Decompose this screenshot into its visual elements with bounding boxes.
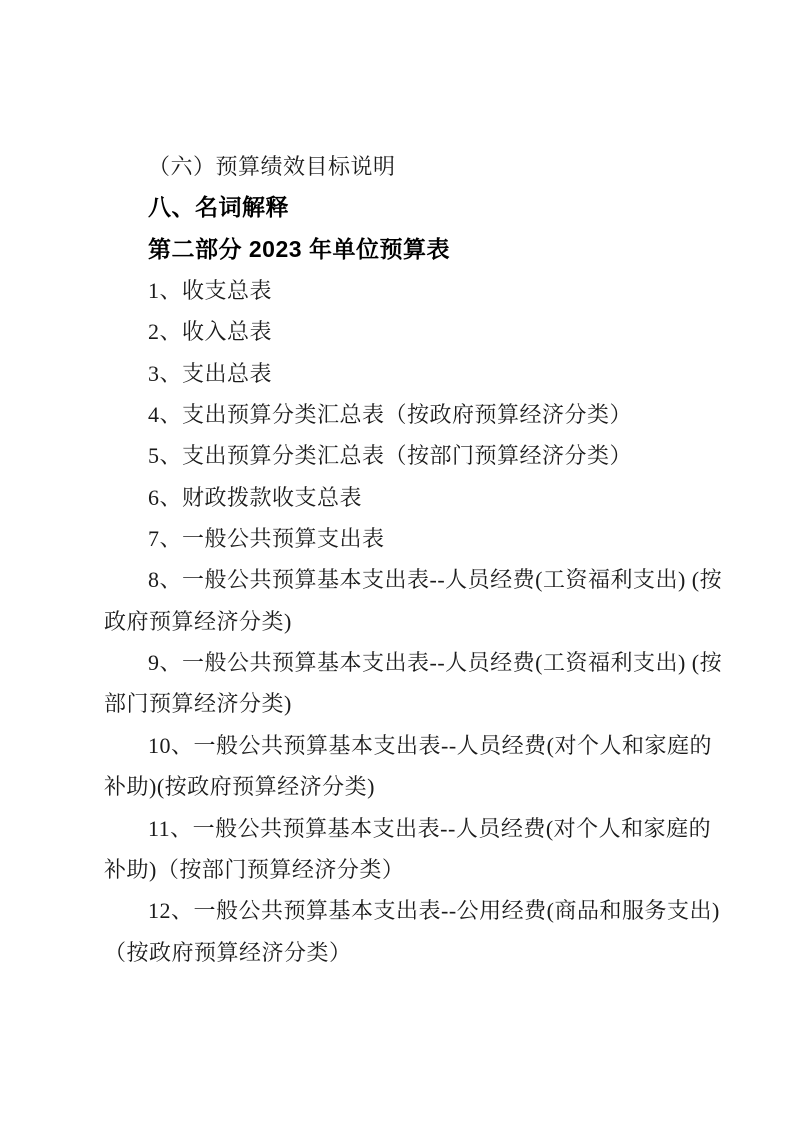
budget-table-item-12: 12、一般公共预算基本支出表--公用经费(商品和服务支出) — [148, 898, 720, 924]
budget-table-item-9-continuation: 部门预算经济分类) — [104, 691, 292, 717]
budget-table-item-10-continuation: 补助)(按政府预算经济分类) — [104, 774, 375, 800]
budget-table-item-10: 10、一般公共预算基本支出表--人员经费(对个人和家庭的 — [148, 732, 712, 758]
document-content — [104, 146, 723, 973]
budget-table-item-4: 4、支出预算分类汇总表（按政府预算经济分类） — [148, 402, 633, 428]
budget-table-item-6: 6、财政拨款收支总表 — [148, 484, 363, 510]
budget-table-item-8-continuation: 政府预算经济分类) — [104, 608, 292, 634]
budget-table-item-1: 1、收支总表 — [148, 278, 273, 304]
toc-line-performance-goals: （六）预算绩效目标说明 — [148, 154, 396, 179]
heading-glossary: 八、名词解释 — [148, 194, 289, 221]
heading-part2-budget-tables: 第二部分 2023 年单位预算表 — [148, 235, 450, 262]
budget-table-item-3: 3、支出总表 — [148, 360, 273, 386]
budget-table-item-7: 7、一般公共预算支出表 — [148, 526, 385, 552]
budget-table-item-11: 11、一般公共预算基本支出表--人员经费(对个人和家庭的 — [148, 815, 712, 841]
budget-table-item-8: 8、一般公共预算基本支出表--人员经费(工资福利支出) (按 — [148, 567, 723, 593]
budget-table-item-2: 2、收入总表 — [148, 319, 273, 345]
budget-table-item-9: 9、一般公共预算基本支出表--人员经费(工资福利支出) (按 — [148, 650, 723, 676]
budget-table-item-12-continuation: （按政府预算经济分类） — [104, 939, 352, 965]
budget-table-item-5: 5、支出预算分类汇总表（按部门预算经济分类） — [148, 443, 633, 469]
budget-table-item-11-continuation: 补助)（按部门预算经济分类） — [104, 856, 405, 882]
